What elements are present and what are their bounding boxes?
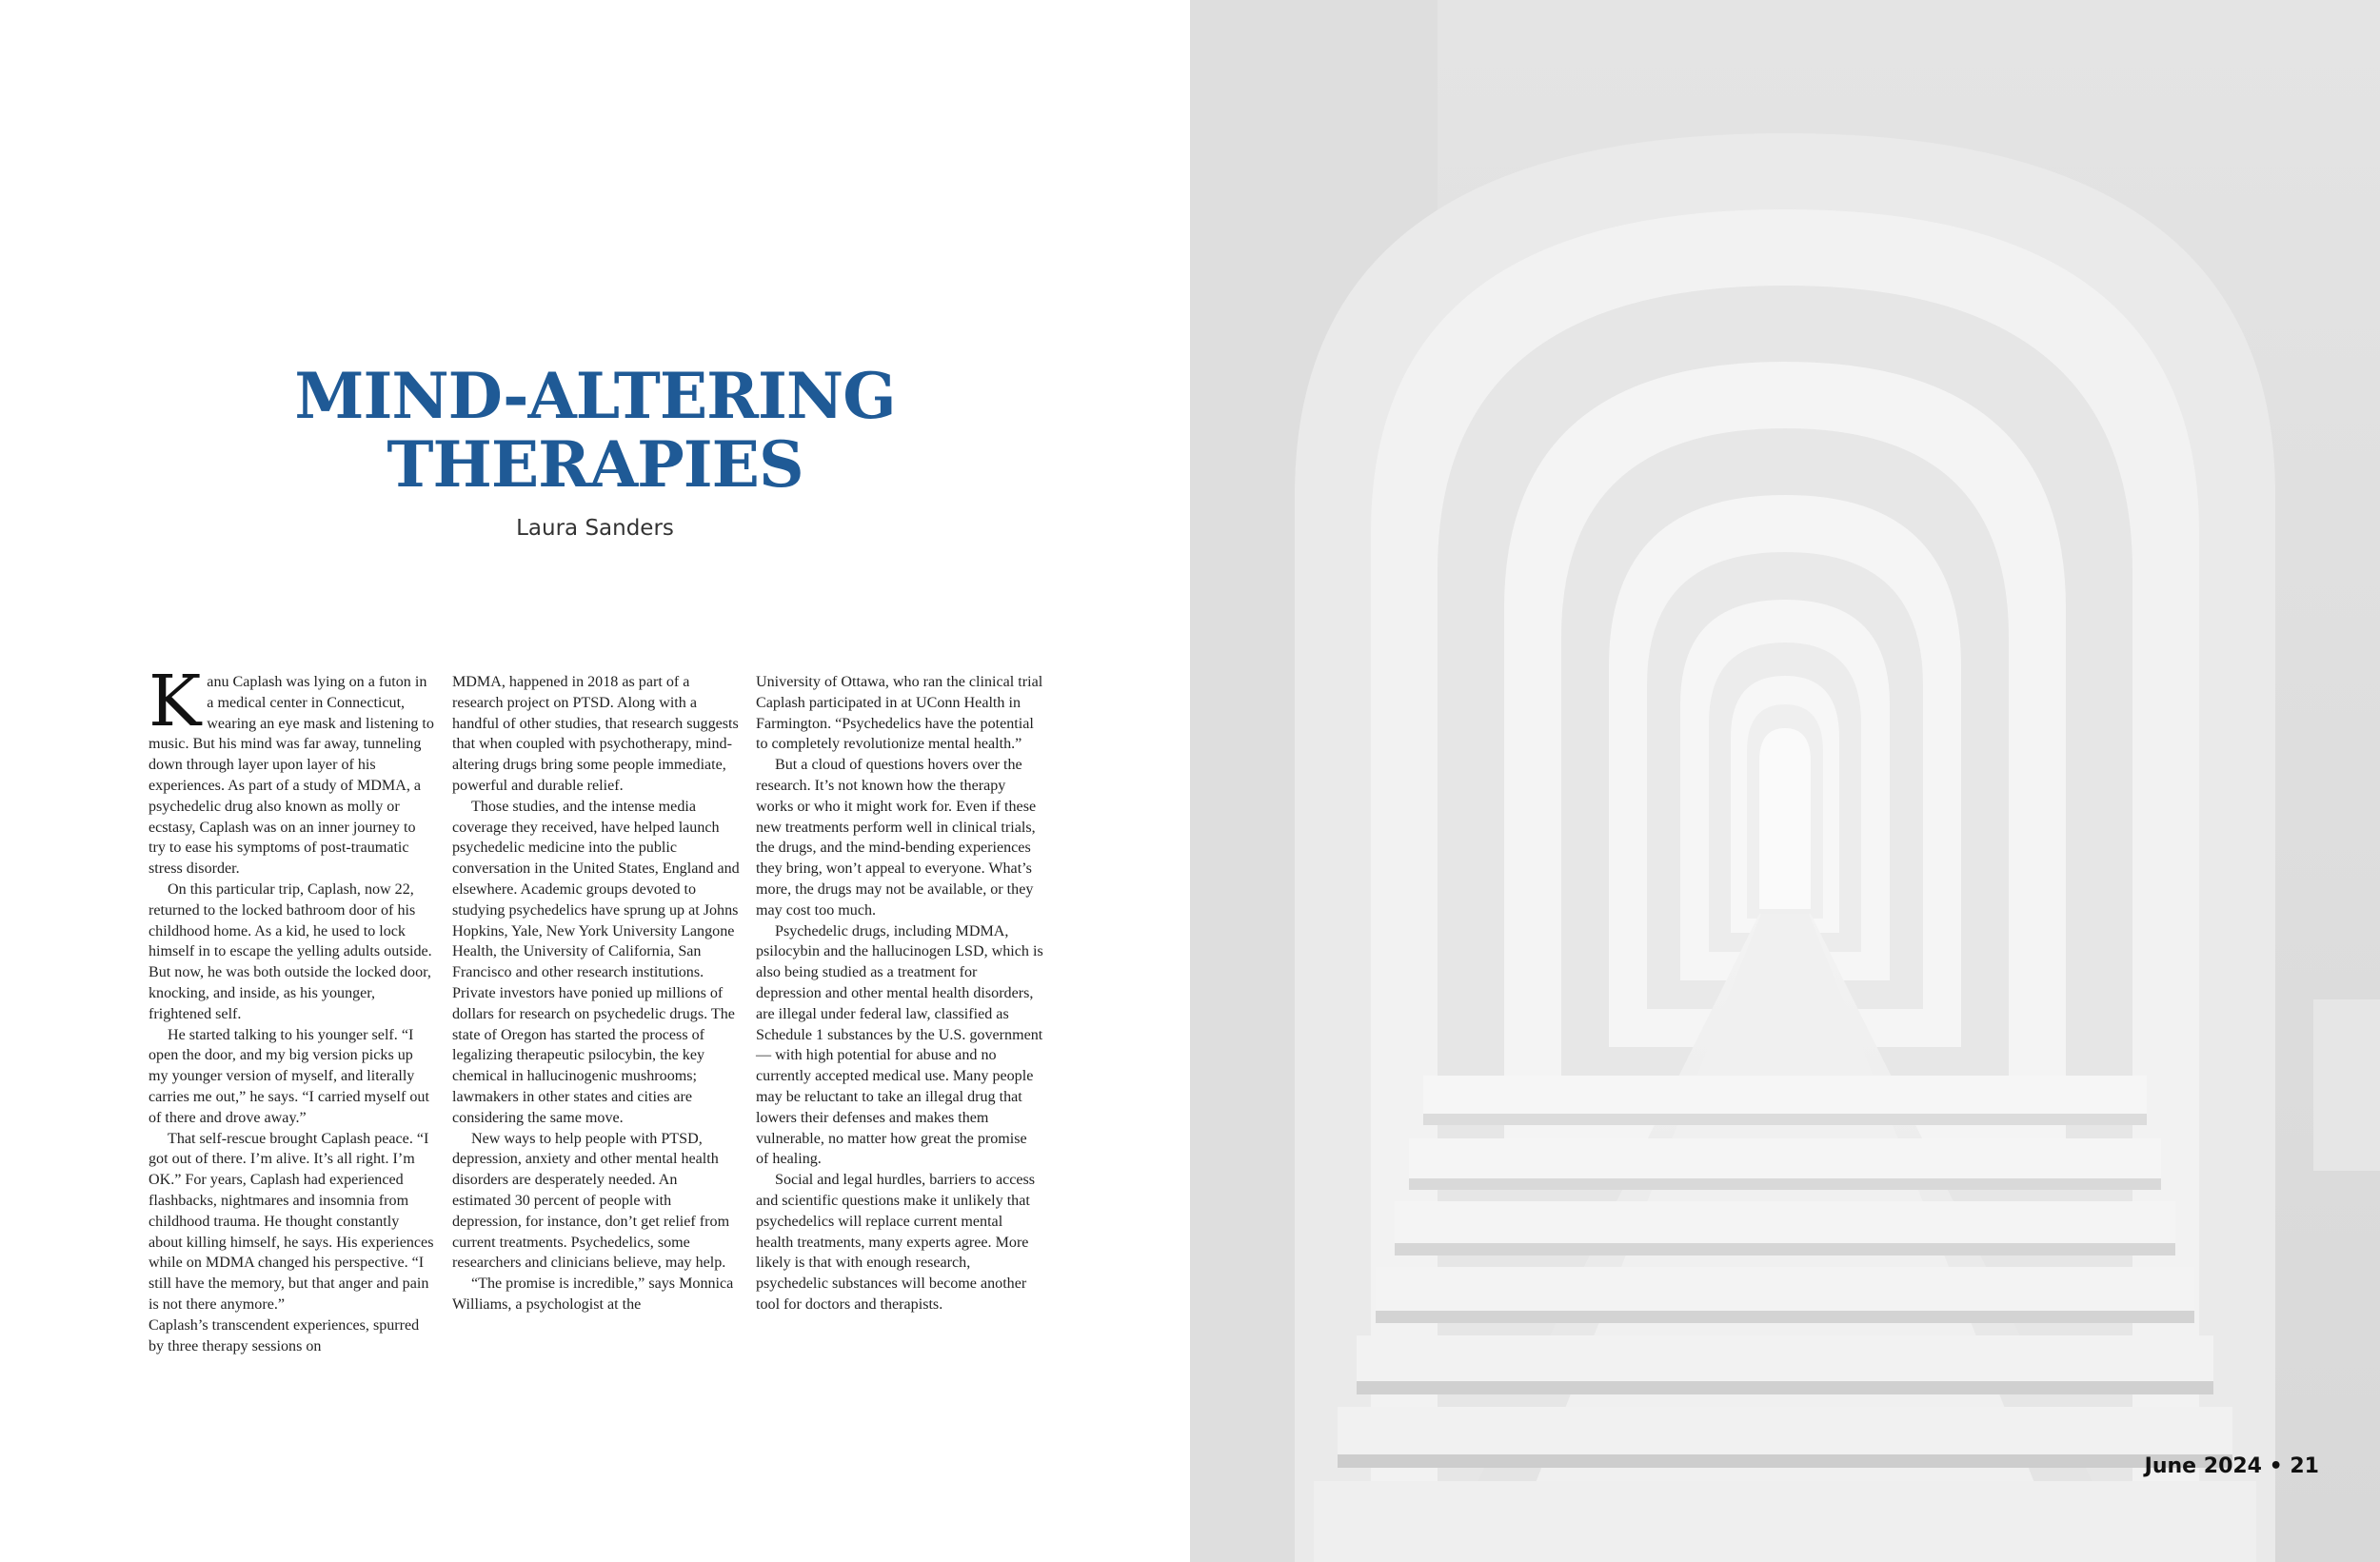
text-column-3 <box>756 672 1043 1315</box>
paragraph: Social and legal hurdles, barriers to access and scientific questions make it unlikely that psychedelics will replace current mental health treatments, many experts agree. More likely is that with enough research, psychedelic substances will become another tool for doctors and therapists. <box>756 1172 1036 1313</box>
text-column-2 <box>452 672 740 1315</box>
paragraph: “The promise is incredible,” says Monnica Williams, a psychologist at the <box>452 1275 734 1313</box>
drop-cap: K <box>149 661 202 742</box>
paragraph: But a cloud of questions hovers over the research. It’s not known how the therapy works or who it might work for. Even if these new treatments perform well in clinical trials, the drugs, and the mind-bending experiences they bring, won’t appeal to everyone. What’s more, the drugs may not be available, or they may cost too much. <box>756 757 1037 919</box>
paragraph: Kanu Caplash was lying on a futon in a medical center in Connecticut, wearing an eye mask and listening to music. But his mind was far away, tunneling down through layer upon layer of his experiences. As part of a study of MDMA, a psychedelic drug also known as molly or ecstasy, Caplash was on an inner journey to try to ease his symptoms of post-traumatic stress disorder. <box>149 661 434 878</box>
arched-corridor-photo <box>1190 0 2380 1562</box>
paragraph: Caplash’s transcendent experiences, spurred by three therapy sessions on <box>149 1316 420 1354</box>
article-title-line2: THERAPIES <box>387 427 803 502</box>
paragraph: He started talking to his younger self. “I open the door, and my big version picks up my younger version of myself, and literally carries me out,” he says. “I carried myself out of there and drove away.” <box>149 1026 429 1126</box>
text-column-1 <box>149 661 436 1356</box>
paragraph: Psychedelic drugs, including MDMA, psilocybin and the hallucinogen LSD, which is also being studied as a treatment for depression and other mental health disorders, are illegal under federal law, classified as Schedule 1 substances by the U.S. government — with high potential for abuse and no currently accepted medical use. Many people may be reluctant to take an illegal drug that lowers their defenses and makes them vulnerable, no matter how great the promise of healing. <box>756 922 1043 1168</box>
paragraph: MDMA, happened in 2018 as part of a research project on PTSD. Along with a handful of other studies, that research suggests that when coupled with psychotherapy, mind-altering drugs bring some people immediate, powerful and durable relief. <box>452 674 739 794</box>
paragraph: That self-rescue brought Caplash peace. “I got out of there. I’m alive. It’s all right. I’m OK.” For years, Caplash had experienced flashbacks, nightmares and insomnia from childhood trauma. He thought constantly about killing himself, he says. His experiences while on MDMA changed his perspective. “I still have the memory, but that anger and pain is not there anymore.” <box>149 1130 434 1313</box>
corridor-illustration <box>1190 0 2380 1562</box>
page-folio: June 2024 • 21 <box>2144 1454 2319 1478</box>
author-byline: Laura Sanders <box>516 516 674 541</box>
paragraph: Those studies, and the intense media coverage they received, have helped launch psychedelic medicine into the public conversation in the United States, England and elsewhere. Academic groups devoted to studying psychedelics have sprung up at Johns Hopkins, Yale, New York University Langone Health, the University of California, San Francisco and other research institutions. Private investors have ponied up millions of dollars for research on psychedelic drugs. The state of Oregon has started the process of legalizing therapeutic psilocybin, the key chemical in hallucinogenic mushrooms; lawmakers in other states and cities are considering the same move. <box>452 798 740 1126</box>
paragraph: New ways to help people with PTSD, depression, anxiety and other mental health disorders are desperately needed. An estimated 30 percent of people with depression, for instance, don’t get relief from current treatments. Psychedelics, some researchers and clinicians believe, may help. <box>452 1130 730 1272</box>
paragraph: On this particular trip, Caplash, now 22, returned to the locked bathroom door of his childhood home. As a kid, he used to lock himself in to escape the yelling adults outside. But now, he was both outside the locked door, knocking, and inside, as his younger, frightened self. <box>149 880 432 1022</box>
article-title-line1: MIND-ALTERING <box>294 359 896 433</box>
paragraph: University of Ottawa, who ran the clinical trial Caplash participated in at UConn Health in Farmington. “Psychedelics have the potential to completely revolutionize mental health.” <box>756 674 1043 753</box>
